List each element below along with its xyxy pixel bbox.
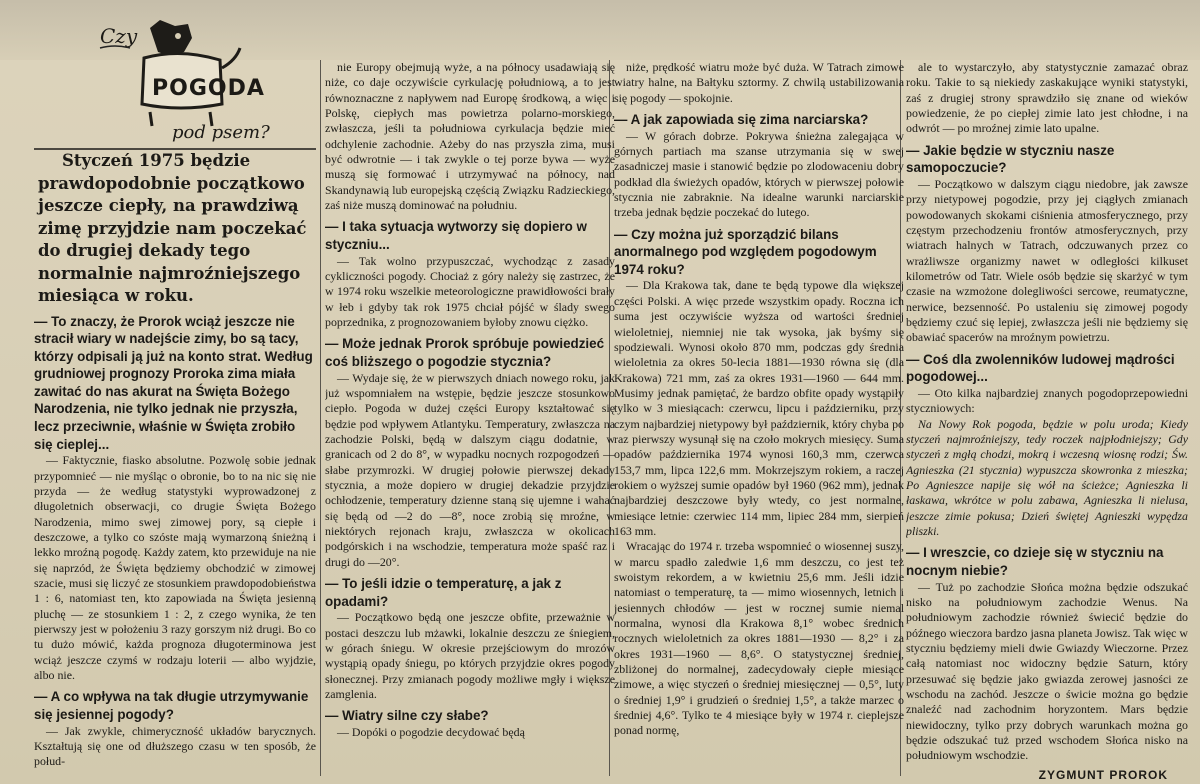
interview-question: — Może jednak Prorok spróbuje powiedzieć coś bliższego o pogodzie stycznia? bbox=[325, 336, 605, 369]
logo-czy: Czy bbox=[100, 24, 138, 48]
column-logo bbox=[60, 8, 310, 148]
author-signature: ZYGMUNT PROROK bbox=[1038, 767, 1168, 782]
interview-question: — To jeśli idzie o temperaturę, a jak z opadami? bbox=[325, 576, 562, 609]
column-4-body bbox=[906, 60, 1188, 764]
article-paragraph: — Początkowo będą one jeszcze obfite, przeważnie w postaci deszczu lub mżawki, lokalnie deszczu ze śniegiem, w górach śniegu. W okresie przejściowym do mrozów wystąpią opady śniegu, po których przyjdzie okres pogody słonecznej. Przy zmianach pogody możliwe mgły i większe zamglenia. bbox=[325, 610, 615, 701]
column-2-body bbox=[325, 60, 615, 740]
interview-question: — A co wpływa na tak długie utrzymywanie się jesiennej pogody? bbox=[34, 689, 309, 722]
article-paragraph: — Tak wolno przypuszczać, wychodząc z zasady cykliczności pogody. Chociaż z góry należy się zastrzec, że w 1974 roku wszelkie meteorologiczne prawidłowości brały w łeb i gdyby tak rok 1975 chciał pójść w ślady swego poprzednika, z prognozowaniem byłoby znowu ciężko. bbox=[325, 253, 615, 329]
column-1 bbox=[34, 150, 316, 784]
article-paragraph: niże, prędkość wiatru może być duża. W Tatrach zimowe wiatry halne, na Bałtyku sztormy. Z chwilą ustabilizowania się pogody — spokojnie. bbox=[614, 60, 904, 105]
logo-pod-psem: pod psem? bbox=[172, 122, 270, 143]
article-paragraph: nie Europy obejmują wyże, a na północy usadawiają się niże, co daje oczywiście cyrkulację południową, a to jest równoznaczne z napływem nad Europę środkową, a więc i Polskę, ciepłych mas powietrza polarno-morskiego, zwłaszcza, jeśli ta południowa cyrkulacja będzie mieć odchylenie zachodnie. Ażeby do nas przyszła zima, musi być odwrotnie — i tak zwykle o tej porze bywa — wyże muszą się formować i utrzymywać na północy, nad Skandynawią lub europejską częścią Związku Radzieckiego, zaś niże muszą dominować na południu. bbox=[325, 60, 615, 213]
column-rule bbox=[320, 60, 321, 776]
article-paragraph: — Faktycznie, fiasko absolutne. Pozwolę sobie jednak przypomnieć — nie myśląc o obronie, bo to na nic się nie przyda — że według statystyki wyprowadzonej z długoletnich obserwacji, co drugie Święta Bożego Narodzenia, mimo swej zimowej pory, są ciepłe i deszczowe, a tylko co szóste mają wymarzoną śnieżną i lekko mroźną pogodę. Każdy zatem, kto przewiduje na nie się naprzód, że Święta będziemy obchodzić w zimowej szacie, musi się liczyć ze stosunkiem prawdopodobieństwa 1 : 6, natomiast ten, kto zapowiada na Święta jesienną pluchę — ze stosunkiem 1 : 2, z czego wynika, że ten pierwszy jest w położeniu 3 razy gorszym niż drugi. Bo co tu dużo mówić, każda prognoza długoterminowa jest wciąż jeszcze czymś w rodzaju loterii — albo wyjdzie, albo nie. bbox=[34, 453, 316, 683]
interview-question: — To znaczy, że Prorok wciąż jeszcze nie stracił wiary w nadejście zimy, bo są tacy, którzy odpisali ją już na konto strat. Według grudniowej prognozy Proroka zima miała zawitać do nas akurat na Święta Bożego Narodzenia, nie tylko jednak nie przyszła, lecz przeciwnie, właśnie w Święta zrobiło się cieplej... bbox=[34, 313, 313, 452]
column-1-body bbox=[34, 313, 316, 770]
interview-question: — I taka sytuacja wytworzy się dopiero w styczniu... bbox=[325, 219, 587, 253]
article-paragraph: Na Nowy Rok pogoda, będzie w polu uroda; Kiedy styczeń najmroźniejszy, tedy roczek najpłodniejszy; Gdy styczeń z mgłą chodzi, mokrą i wczesną wiosnę rodzi; Św. Agnieszka (21 stycznia) wypuszcza skowronka z mieszka; Po Agnieszce napije się wół na ścieżce; Agnieszka li łaskawa, wkrótce w polu zabawa, Agnieszka li nielusa, jeszcze zimie pokusa; Dzień świętej Agnieszki wypędza pliszki. bbox=[906, 416, 1188, 538]
interview-question: — Czy można już sporządzić bilans anormalnego pod względem pogodowym 1974 roku? bbox=[614, 226, 877, 277]
column-4 bbox=[906, 60, 1188, 784]
article-paragraph: — Tuż po zachodzie Słońca można będzie odszukać nisko na południowym zachodzie Wenus. Na południowym zachodzie również świecić będzie do późnego wieczora bardzo jasna planeta Jowisz. Tak więc w styczniu będziemy mieli dwie Gwiazdy Wieczorne. Przez całą natomiast noc widoczny będzie Saturn, który przesuwać się będzie jako gwiazda zerowej jasności ze wschodu na zachód. Jeszcze o świcie można go będzie znaleźć nad zachodnim horyzontem. Mars będzie niewidoczny, tylko przy dobrych warunkach można go będzie odszukać tuż przed wschodem Słońca nisko na południowym wschodzie. bbox=[906, 579, 1188, 763]
article-paragraph: ale to wystarczyło, aby statystycznie zamazać obraz roku. Takie to są niekiedy zaskakujące wyniki statystyki, zaś z drugiej strony sprawdziło się znane od wieków powiedzenie, że po ciepłej zimie lato jest chłodne, i na odwrót — po mroźnej zimie lato upalne. bbox=[906, 60, 1188, 136]
logo-pogoda: POGODA bbox=[152, 76, 265, 101]
interview-question: — Coś dla zwolenników ludowej mądrości pogodowej... bbox=[906, 351, 1175, 385]
article-paragraph: — Wydaje się, że w pierwszych dniach nowego roku, jak już wspomniałem na wstępie, będzie jeszcze stosunkowo ciepło. Pogoda w dużej części Europy kształtować się będzie pod wpływem Atlantyku. Temperatury, zwłaszcza na zachodzie Polski, będą w dalszym ciągu dodatnie, w granicach od 2 do 8°, w wypadku nocnych rozpogodzeń — słabe przymrozki. W drugiej połowie pierwszej dekady stycznia, a może dopiero w drugiej dekadzie przyjdzie ochłodzenie, temperatury dzienne staną się ujemne i wahać się będą od —2 do —8°, noce zrobią się mroźne, w niektórych rejonach kraju, zwłaszcza w okolicach podgórskich i na wschodzie, temperatura może spaść raz i drugi do —20°. bbox=[325, 370, 615, 569]
interview-question: — Jakie będzie w styczniu nasze samopoczucie? bbox=[906, 142, 1115, 176]
article-paragraph: — W górach dobrze. Pokrywa śnieżna zalegająca w górnych partiach ma szanse utrzymania się w swej zasadniczej masie i stanowić będzie po zlodowaceniu dobry podkład dla świeżych opadów, których w pierwszej połowie stycznia nie zabraknie. Na idealne warunki narciarskie trzeba jednak będzie poczekać do lutego. bbox=[614, 128, 904, 220]
interview-question: — A jak zapowiada się zima narciarska? bbox=[614, 112, 869, 128]
article-paragraph: Wracając do 1974 r. trzeba wspomnieć o wiosennej suszy, w marcu spadło zaledwie 1,6 mm deszczu, co jest też swoistym rekordem, a w kwietniu 25,6 mm. Jeśli idzie natomiast o temperaturę, ta — mimo wiosennych, letnich i jesiennych chłodów — jest w rocznej sumie niemal normalna, wynosi dla Krakowa 8,1° wobec średnich rocznych wieloletnich za okres 1881—1930 — 8,2° i za okres 1931—1960 — 8,6°. O statystycznej średniej, zbliżonej do normalnej, zadecydowały ciepłe miesiące zimowe, a więc styczeń o średniej miesięcznej — 0,5°, luty o średniej 1,9° i grudzień o średniej 1,5°, a także marzec o średniej 4,6°. Tylko te 4 miesiące były w 1974 r. cieplejsze ponad normę, bbox=[614, 539, 904, 738]
interview-question: — I wreszcie, co dzieje się w styczniu na nocnym niebie? bbox=[906, 545, 1164, 578]
column-3 bbox=[614, 60, 904, 784]
article-paragraph: — Oto kilka najbardziej znanych pogodoprzepowiedni styczniowych: bbox=[906, 385, 1188, 416]
article-paragraph: — Jak zwykle, chimeryczność układów barycznych. Kształtują się one od dłuższego czasu w ten sposób, że połud- bbox=[34, 723, 316, 769]
column-2 bbox=[325, 60, 615, 784]
lead-paragraph: Styczeń 1975 będzie prawdopodobnie początkowo jeszcze ciepły, na prawdziwą zimę przyjdzie nam poczekać do drugiej dekady tego normalnie najmroźniejszego miesiąca w roku. bbox=[38, 151, 307, 305]
article-paragraph: — Dla Krakowa tak, dane te będą typowe dla większej części Polski. A więc przede wszystkim opady. Roczna ich suma jest oczywiście wyższa od wartości średniej wieloletniej, niemniej nie tak wysoka, jak byśmy się spodziewali. Wynosi około 870 mm, podczas gdy średnia wieloletnia za okres 50-lecia 1881—1930 równa się (dla Krakowa) 721 mm, zaś za okres 1931—1960 — 644 mm. Musimy jednak pamiętać, że bardzo obfite opady wystąpiły tylko w 3 miesiącach: czerwcu, lipcu i październiku, przy czym najbardziej nietypowy był październik, który chyba po raz pierwszy wysunął się na czoło mokrych miesięcy. Suma opadów października 1974 wynosi 160,3 mm, czerwca 153,7 mm, lipca 122,6 mm. Mokrzejszym rokiem, a raczej rokiem o wyższej sumie opadów był 1960 (962 mm), jednak najbardziej deszczowe były wtedy, co jest normalne, miesiące letnie: czerwiec 114 mm, lipiec 284 mm, sierpień 163 mm. bbox=[614, 278, 904, 538]
article-paragraph: — Dopóki o pogodzie decydować będą bbox=[337, 724, 525, 739]
interview-question: — Wiatry silne czy słabe? bbox=[325, 708, 489, 724]
column-3-body bbox=[614, 60, 904, 739]
article-paragraph: — Początkowo w dalszym ciągu niedobre, jak zawsze przy nietypowej pogodzie, przy jej ciągłych zmianach powodowanych skokami ciśnienia atmosferycznego, przy częstym przechodzeniu frontów atmosferycznych, przy wiatrach halnych w Tatrach, odczuwanych przez co wrażliwsze organizmy nawet w odległości kilkuset kilometrów od Tatr. Wiele osób będzie się skarżyć w tym czasie na wzmożone dolegliwości sercowe, reumatyczne, nerwice, bezsenność. Po ustaleniu się zimowej pogody będziemy czuć się lepiej, zwłaszcza jeśli nie będziemy się obawiać spacerów na mroźnym powietrzu. bbox=[906, 176, 1188, 345]
